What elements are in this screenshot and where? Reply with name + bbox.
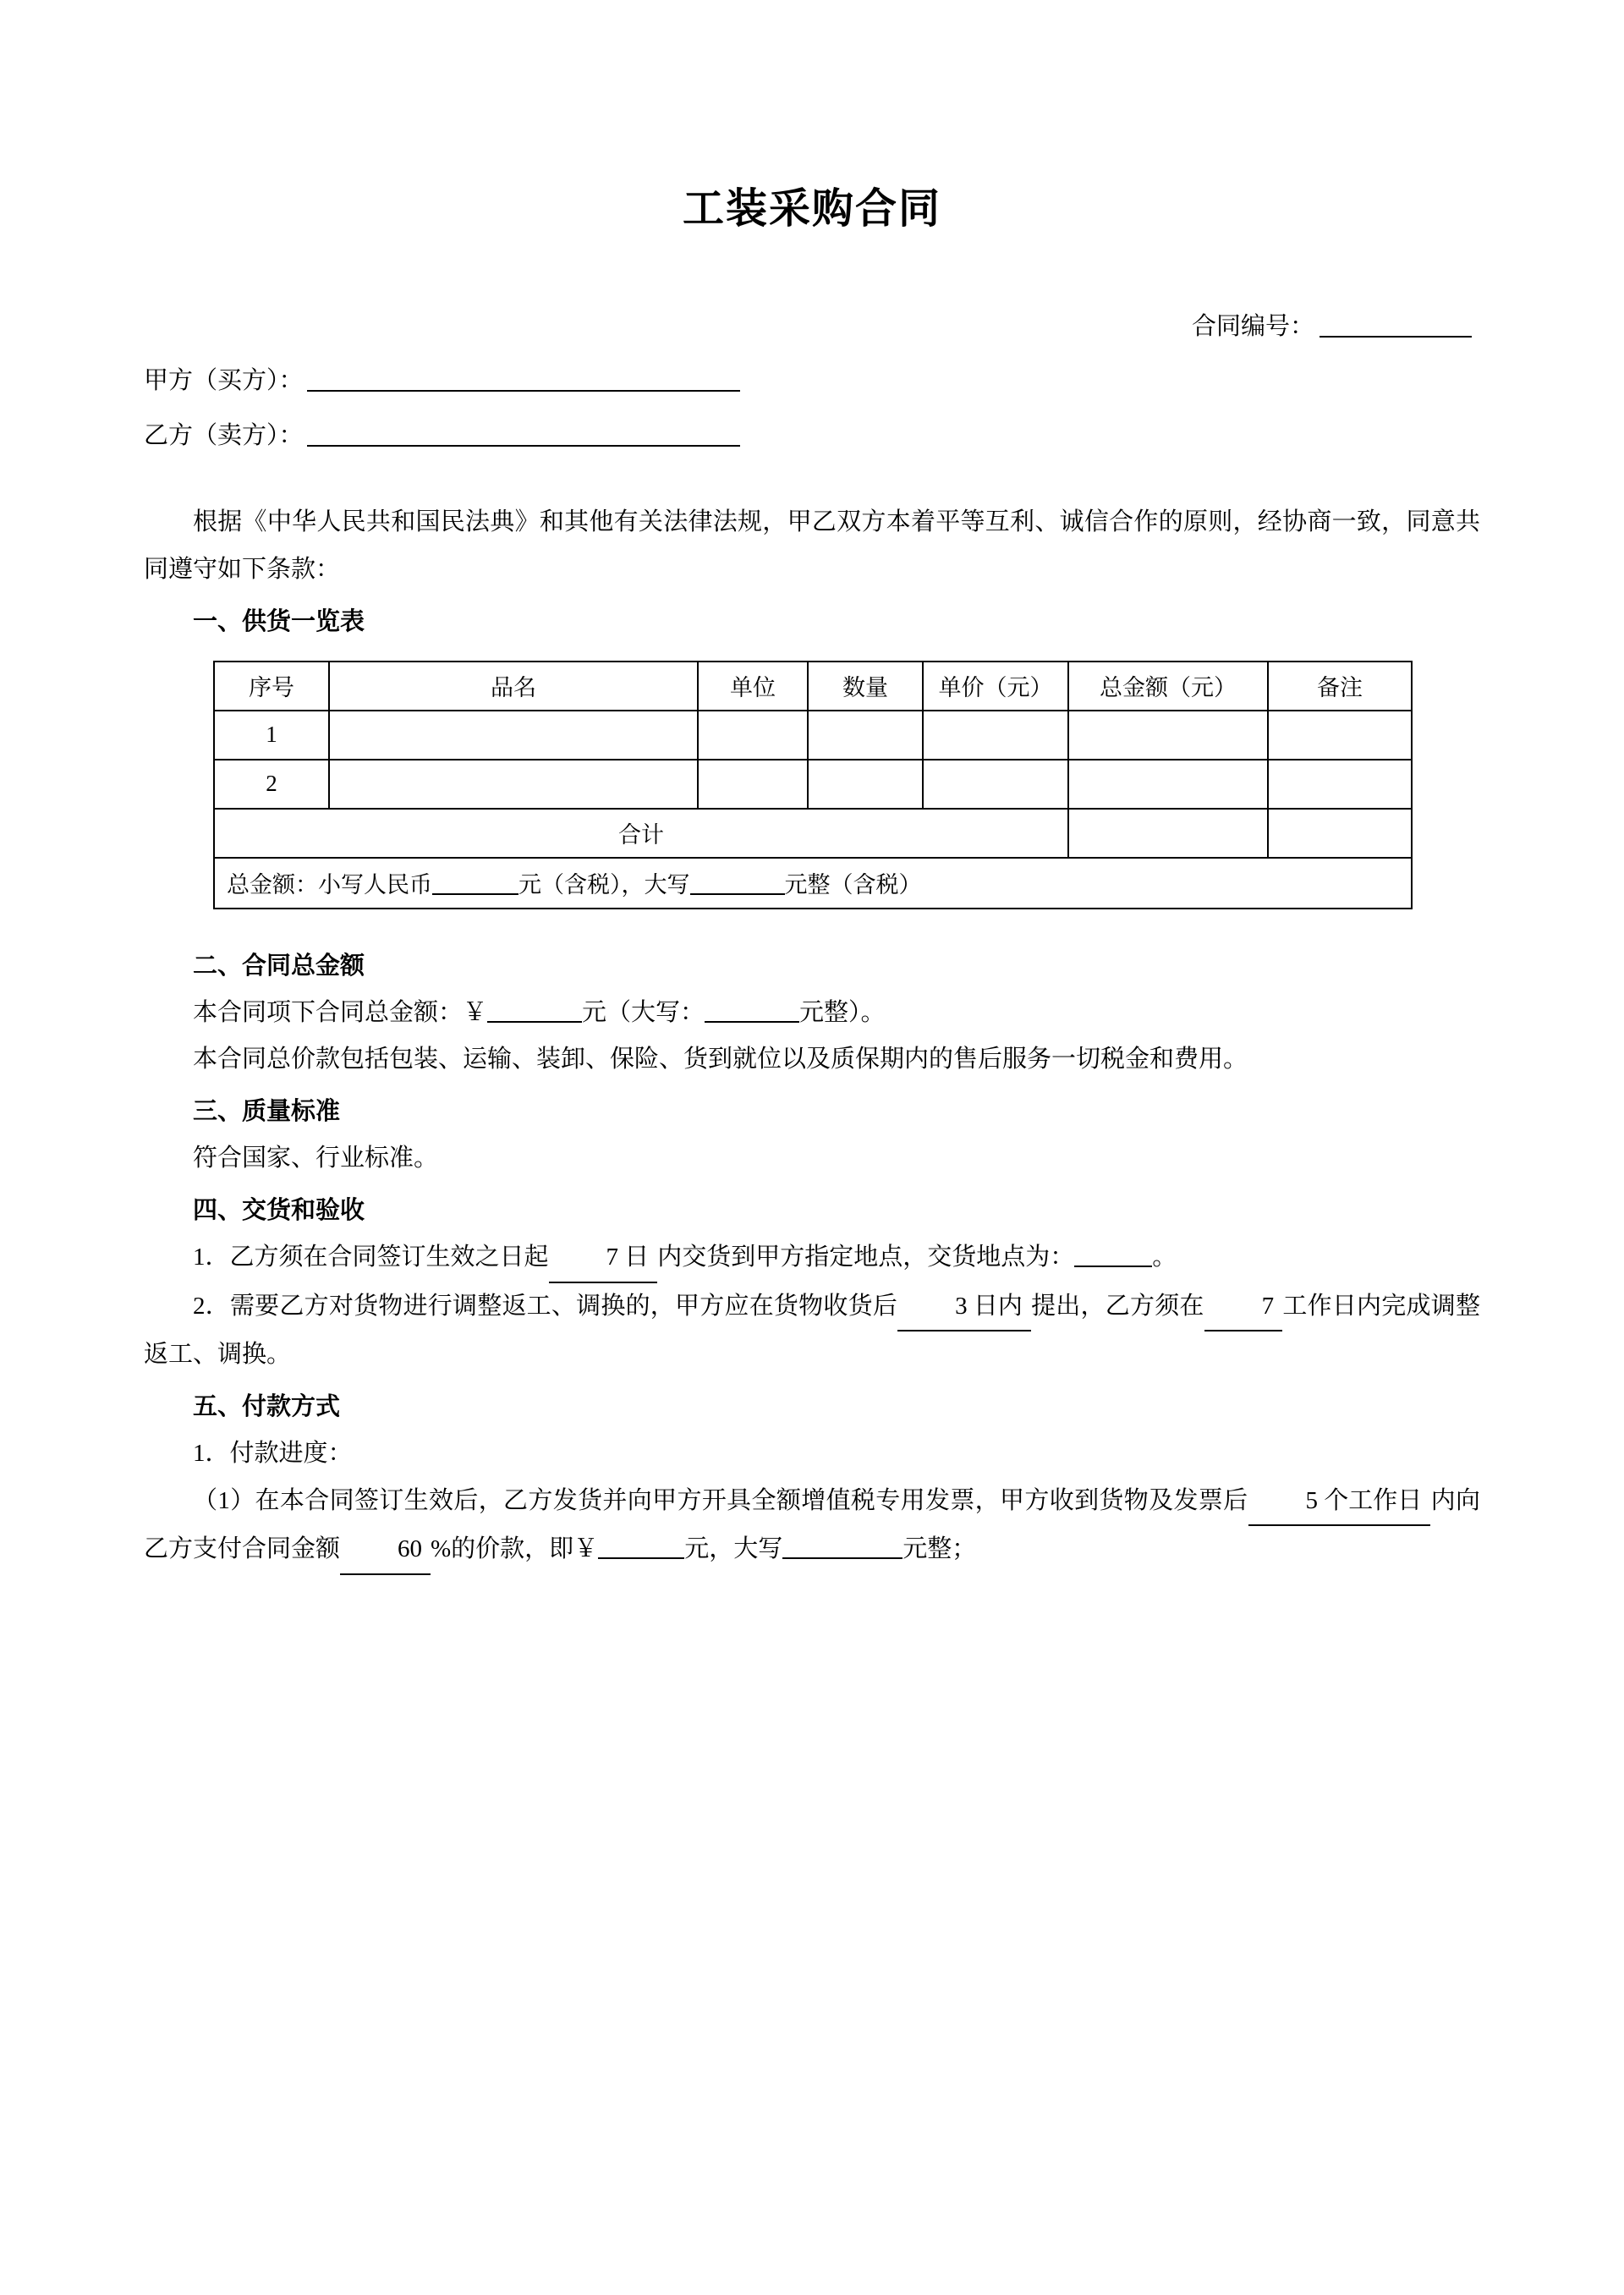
s4-i1-mid: 内交货到甲方指定地点，交货地点为： <box>657 1243 1075 1271</box>
payment-percent-value[interactable]: 60 <box>340 1526 431 1575</box>
table-row <box>214 760 1412 809</box>
th-name: 品名 <box>329 662 698 711</box>
table-footer-row <box>214 858 1412 909</box>
section-2-total-line <box>144 990 1480 1037</box>
th-index: 序号 <box>214 662 329 711</box>
party-a-label: 甲方（买方）： <box>144 367 304 395</box>
cell-index: 2 <box>214 760 329 809</box>
party-a-blank[interactable] <box>307 390 740 392</box>
total-amount-uppercase-blank[interactable] <box>690 893 785 895</box>
s4-i1-prefix: 1．乙方须在合同签订生效之日起 <box>193 1243 549 1271</box>
cell-amount[interactable] <box>1068 711 1268 760</box>
s5-s1-mid: 内向乙方支付合同金额 <box>144 1486 1480 1563</box>
contract-number-row <box>144 309 1480 346</box>
section-4-item-2 <box>144 1283 1480 1379</box>
s5-s1-mid2: %的价款，即￥ <box>431 1535 599 1563</box>
s2-total-suffix: 元整）。 <box>799 998 886 1026</box>
raise-issue-days-value[interactable]: 3 日内 <box>897 1283 1031 1332</box>
cell-qty[interactable] <box>808 711 923 760</box>
total-amount-lowercase-blank[interactable] <box>432 893 518 895</box>
total-remark[interactable] <box>1268 809 1412 858</box>
table-total-row <box>214 809 1412 858</box>
total-amount-note <box>214 858 1412 909</box>
s4-i2-prefix: 2．需要乙方对货物进行调整返工、调换的，甲方应在货物收货后 <box>193 1292 898 1320</box>
cell-amount[interactable] <box>1068 760 1268 809</box>
th-amount: 总金额（元） <box>1068 662 1268 711</box>
total-amount[interactable] <box>1068 809 1268 858</box>
party-a-row <box>144 362 1480 400</box>
s2-total-mid: 元（大写： <box>582 998 705 1026</box>
party-b-blank[interactable] <box>307 445 740 447</box>
contract-total-uppercase-blank[interactable] <box>705 1021 799 1023</box>
total-note-prefix: 总金额：小写人民币 <box>227 872 432 898</box>
total-note-mid: 元（含税），大写 <box>518 872 690 898</box>
s4-i1-suffix: 。 <box>1152 1243 1177 1271</box>
section-2-heading: 二、合同总金额 <box>193 952 365 980</box>
cell-price[interactable] <box>923 760 1068 809</box>
section-3-heading: 三、质量标准 <box>193 1098 341 1126</box>
cell-name[interactable] <box>329 760 698 809</box>
contract-number-label: 合同编号： <box>1191 312 1314 340</box>
cell-qty[interactable] <box>808 760 923 809</box>
section-2-inclusive-text: 本合同总价款包括包装、运输、装卸、保险、货到就位以及质保期内的售后服务一切税金和费用。 <box>193 1046 1248 1073</box>
cell-unit[interactable] <box>698 711 808 760</box>
delivery-days-value[interactable]: 7 日 <box>549 1234 658 1283</box>
total-label: 合计 <box>214 809 1068 858</box>
s4-i2-suffix: 工作日内完成调整返工、调换。 <box>144 1292 1480 1369</box>
page-title: 工装采购合同 <box>682 185 941 232</box>
intro-paragraph: 根据《中华人民共和国民法典》和其他有关法律法规，甲乙双方本着平等互利、诚信合作的原则，经协商一致，同意共同遵守如下条款： <box>144 508 1480 583</box>
cell-price[interactable] <box>923 711 1068 760</box>
rework-days-value[interactable]: 7 <box>1204 1283 1283 1332</box>
s5-s1-mid3: 元，大写 <box>684 1535 783 1563</box>
th-unit: 单位 <box>698 662 808 711</box>
cell-unit[interactable] <box>698 760 808 809</box>
delivery-location-blank[interactable] <box>1074 1266 1152 1267</box>
th-price: 单价（元） <box>923 662 1068 711</box>
cell-remark[interactable] <box>1268 711 1412 760</box>
section-4-heading: 四、交货和验收 <box>193 1196 365 1224</box>
cell-remark[interactable] <box>1268 760 1412 809</box>
supply-table <box>213 661 1413 909</box>
party-b-row <box>144 417 1480 455</box>
section-3-text: 符合国家、行业标准。 <box>193 1145 439 1172</box>
section-5-item-1-heading: 1．付款进度： <box>193 1440 353 1468</box>
section-5-sub-item-1 <box>144 1478 1480 1575</box>
payment-amount-uppercase-blank[interactable] <box>782 1557 903 1559</box>
section-4-item-1 <box>144 1234 1480 1283</box>
section-5-heading: 五、付款方式 <box>193 1392 341 1420</box>
s4-i2-mid: 提出，乙方须在 <box>1030 1292 1204 1320</box>
table-header-row <box>214 662 1412 711</box>
cell-index: 1 <box>214 711 329 760</box>
table-row <box>214 711 1412 760</box>
contract-number-blank[interactable] <box>1320 336 1472 338</box>
s5-s1-prefix: （1）在本合同签订生效后，乙方发货并向甲方开具全额增值税专用发票，甲方收到货物及发票后 <box>193 1486 1248 1514</box>
th-remark: 备注 <box>1268 662 1412 711</box>
s5-s1-suffix: 元整； <box>903 1535 977 1563</box>
payment-amount-lowercase-blank[interactable] <box>598 1557 684 1559</box>
cell-name[interactable] <box>329 711 698 760</box>
th-qty: 数量 <box>808 662 923 711</box>
party-b-label: 乙方（卖方）： <box>144 422 304 450</box>
total-note-suffix: 元整（含税） <box>784 872 922 898</box>
s2-total-prefix: 本合同项下合同总金额：￥ <box>193 998 488 1026</box>
contract-total-lowercase-blank[interactable] <box>487 1021 582 1023</box>
section-1-heading: 一、供货一览表 <box>193 607 365 635</box>
payment-working-days-value[interactable]: 5 个工作日 <box>1248 1478 1431 1527</box>
